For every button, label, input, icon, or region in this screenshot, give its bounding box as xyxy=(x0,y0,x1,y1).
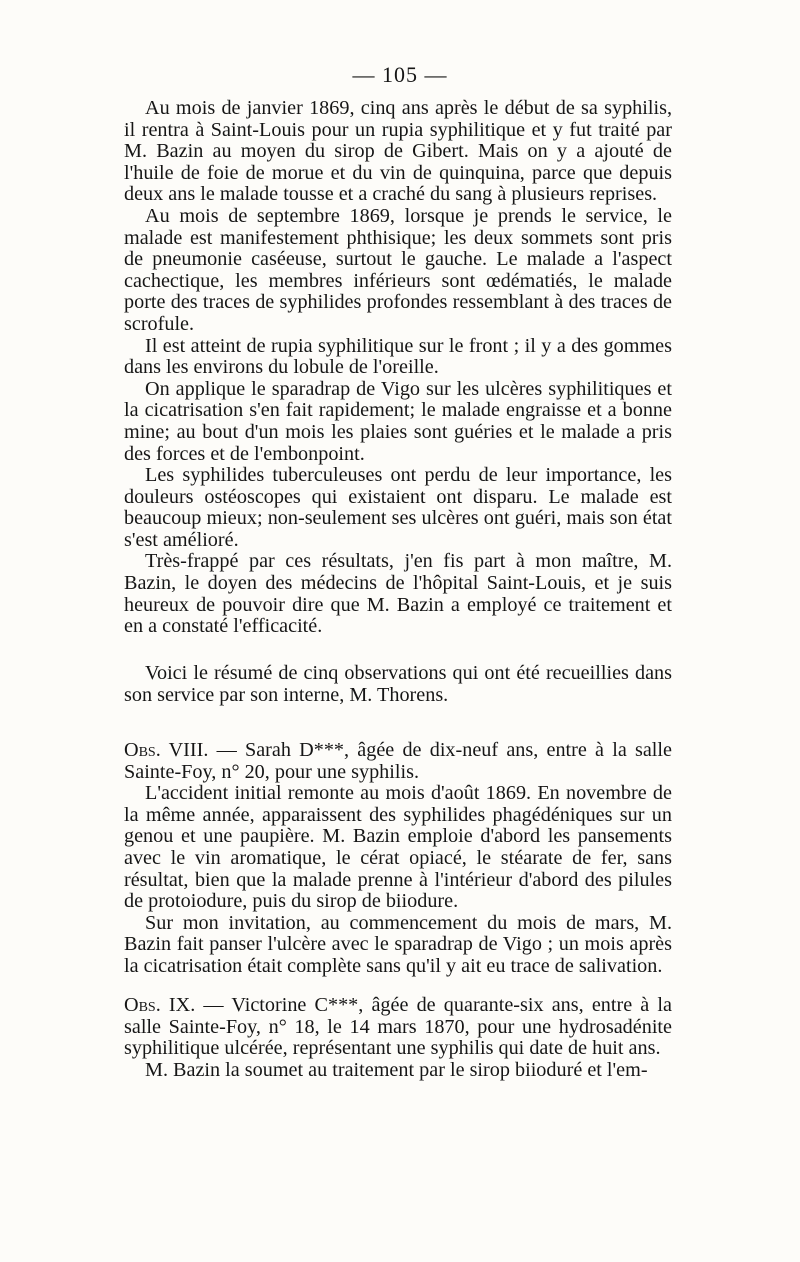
paragraph: Les syphilides tuberculeuses ont perdu de leur importance, les douleurs ostéoscopes qui existaient ont disparu. Le malade est beaucoup mieux; non-seulement ses ulcères ont guéri, mais son état s'est amélioré. xyxy=(124,464,672,551)
observation-lead-text: — Sarah D***, âgée de dix-neuf ans, entre à la salle Sainte-Foy, n° 20, pour une syphilis. xyxy=(124,739,672,783)
paragraph: Il est atteint de rupia syphilitique sur le front ; il y a des gommes dans les environs du lobule de l'oreille. xyxy=(124,334,672,379)
observation-label: Obs. VIII. xyxy=(124,739,209,761)
summary-intro-section xyxy=(124,663,672,706)
page-number: — 105 — xyxy=(352,62,448,87)
paragraph: Voici le résumé de cinq observations qui ont été recueillies dans son service par son interne, M. Thorens. xyxy=(124,662,672,706)
paragraph: Sur mon invitation, au commencement du mois de mars, M. Bazin fait panser l'ulcère avec le sparadrap de Vigo ; un mois après la cicatrisation était complète sans qu'il y ait eu trace de salivation. xyxy=(124,911,672,977)
observation-heading-paragraph xyxy=(124,995,672,1060)
paragraph: M. Bazin la soumet au traitement par le sirop biioduré et l'em- xyxy=(145,1058,648,1081)
case-continuation-section xyxy=(124,98,672,638)
observation-heading-paragraph xyxy=(124,740,672,783)
paragraph: Très-frappé par ces résultats, j'en fis part à mon maître, M. Bazin, le doyen des médecins de l'hôpital Saint-Louis, et je suis heureux de pouvoir dire que M. Bazin a employé ce traitement et en a constaté l'efficacité. xyxy=(124,550,672,638)
observation-8-section xyxy=(124,740,672,978)
paragraph: Au mois de janvier 1869, cinq ans après le début de sa syphilis, il rentra à Saint-Louis pour un rupia syphilitique et y fut traité par M. Bazin au moyen du sirop de Gibert. Mais on y a ajouté de l'huile de foie de morue et du vin de quinquina, parce que depuis deux ans le malade tousse et a craché du sang à plusieurs reprises. xyxy=(124,97,672,206)
observation-lead-text: — Victorine C***, âgée de quarante-six ans, entre à la salle Sainte-Foy, n° 18, le 14 mars 1870, pour une hydrosadénite syphilitique ulcérée, représentant une syphilis qui date de huit ans. xyxy=(124,994,672,1060)
observation-9-section xyxy=(124,995,672,1081)
paragraph: On applique le sparadrap de Vigo sur les ulcères syphilitiques et la cicatrisation s'en fait rapidement; le malade engraisse et a bonne mine; au bout d'un mois les plaies sont guéries et le malade a pris des forces et de l'embonpoint. xyxy=(124,377,672,465)
paragraph: Au mois de septembre 1869, lorsque je prends le service, le malade est manifestement phthisique; les deux sommets sont pris de pneumonie caséeuse, surtout le gauche. Le malade a l'aspect cachectique, les membres inférieurs sont œdématiés, le malade porte des traces de syphilides profondes ressemblant à des traces de scrofule. xyxy=(124,204,672,335)
observation-label: Obs. IX. xyxy=(124,994,196,1016)
paragraph: L'accident initial remonte au mois d'août 1869. En novembre de la même année, apparaissent des syphilides phagédéniques sur un genou et une paupière. M. Bazin emploie d'abord les pansements avec le vin aromatique, le cérat opiacé, le stéarate de fer, sans résultat, bien que la malade prenne à l'intérieur d'abord des pilules de protoiodure, puis du sirop de biiodure. xyxy=(124,782,672,913)
